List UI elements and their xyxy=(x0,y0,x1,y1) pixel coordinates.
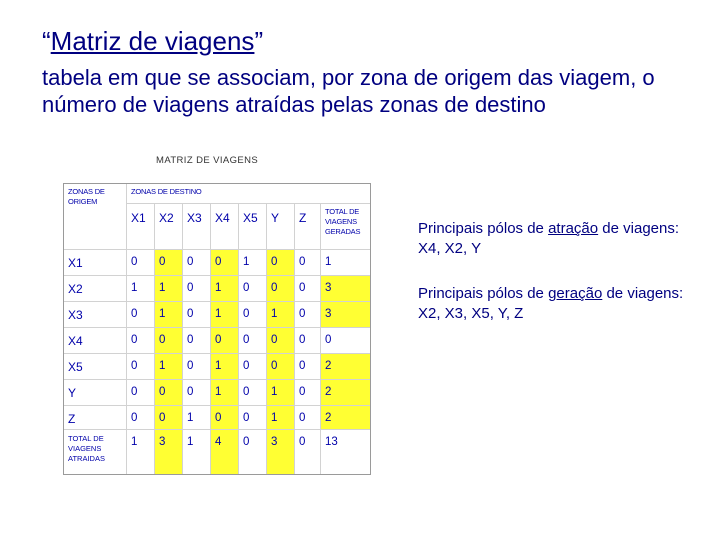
generation-note-prefix: Principais pólos de xyxy=(418,285,549,302)
matrix-cell: 0 xyxy=(239,354,267,380)
matrix-cell: 0 xyxy=(211,406,239,430)
title-text: Matriz de viagens xyxy=(50,26,255,56)
attracted-total-cell: 1 xyxy=(183,430,211,475)
matrix-cell: 0 xyxy=(127,328,155,354)
matrix-cell: 0 xyxy=(239,302,267,328)
matrix-cell: 1 xyxy=(155,276,183,302)
matrix-cell: 1 xyxy=(155,354,183,380)
matrix-cell: 0 xyxy=(211,328,239,354)
row-label-y: Y xyxy=(64,380,127,406)
row-label-x2: X2 xyxy=(64,276,127,302)
title-open-quote: “ xyxy=(42,26,51,56)
matrix-cell: 0 xyxy=(183,276,211,302)
trip-matrix-table xyxy=(63,183,371,475)
destination-zones-header: ZONAS DE DESTINO xyxy=(127,184,371,204)
attraction-note-prefix: Principais pólos de xyxy=(418,220,549,237)
generated-total-cell: 3 xyxy=(321,276,371,302)
matrix-cell: 0 xyxy=(155,406,183,430)
matrix-cell: 0 xyxy=(267,276,295,302)
attracted-total-cell: 4 xyxy=(211,430,239,475)
attracted-total-cell: 3 xyxy=(155,430,183,475)
matrix-cell: 0 xyxy=(295,380,321,406)
row-label-x3: X3 xyxy=(64,302,127,328)
origin-zones-header-line: ORIGEM xyxy=(68,197,98,206)
matrix-cell: 1 xyxy=(127,276,155,302)
total-attracted-header-line: TOTAL DE xyxy=(68,434,104,443)
total-generated-header-line: GERADAS xyxy=(325,227,361,236)
matrix-cell: 0 xyxy=(183,328,211,354)
matrix-caption: MATRIZ DE VIAGENS xyxy=(156,155,259,166)
matrix-cell: 0 xyxy=(183,250,211,276)
generation-note xyxy=(418,284,698,324)
matrix-cell: 0 xyxy=(295,302,321,328)
matrix-cell: 0 xyxy=(239,328,267,354)
matrix-cell: 0 xyxy=(155,250,183,276)
matrix-cell: 0 xyxy=(267,250,295,276)
matrix-cell: 1 xyxy=(211,302,239,328)
slide-subtitle: tabela em que se associam, por zona de origem das viagem, o número de viagens atraídas pelas zonas de destino xyxy=(42,65,655,117)
matrix-cell: 0 xyxy=(267,354,295,380)
matrix-cell: 0 xyxy=(295,406,321,430)
matrix-cell: 0 xyxy=(183,380,211,406)
origin-zones-header xyxy=(64,184,127,250)
attracted-total-cell: 0 xyxy=(239,430,267,475)
matrix-cell: 0 xyxy=(295,354,321,380)
matrix-cell: 0 xyxy=(295,276,321,302)
row-label-x5: X5 xyxy=(64,354,127,380)
attracted-total-cell: 0 xyxy=(295,430,321,475)
total-generated-header-line: TOTAL DE xyxy=(325,207,360,216)
row-label-x1: X1 xyxy=(64,250,127,276)
matrix-cell: 0 xyxy=(127,354,155,380)
matrix-cell: 1 xyxy=(239,250,267,276)
matrix-cell: 1 xyxy=(211,276,239,302)
matrix-cell: 0 xyxy=(183,302,211,328)
attraction-note xyxy=(418,219,698,259)
total-attracted-header-line: VIAGENS xyxy=(68,444,102,453)
matrix-cell: 0 xyxy=(183,354,211,380)
column-header-x1: X1 xyxy=(127,204,155,250)
matrix-cell: 0 xyxy=(295,250,321,276)
column-header-z: Z xyxy=(295,204,321,250)
slide-title xyxy=(42,26,263,57)
matrix-cell: 0 xyxy=(127,406,155,430)
matrix-cell: 0 xyxy=(267,328,295,354)
title-close-quote: ” xyxy=(254,26,264,56)
generated-total-cell: 2 xyxy=(321,354,371,380)
column-header-x5: X5 xyxy=(239,204,267,250)
grand-total-cell: 13 xyxy=(321,430,371,475)
column-header-x3: X3 xyxy=(183,204,211,250)
matrix-cell: 1 xyxy=(211,354,239,380)
matrix-cell: 0 xyxy=(295,328,321,354)
generated-total-cell: 2 xyxy=(321,380,371,406)
matrix-cell: 0 xyxy=(239,380,267,406)
matrix-cell: 1 xyxy=(267,380,295,406)
attracted-total-cell: 1 xyxy=(127,430,155,475)
total-attracted-header-line: ATRAIDAS xyxy=(68,454,105,463)
matrix-cell: 1 xyxy=(155,302,183,328)
matrix-cell: 1 xyxy=(267,302,295,328)
matrix-cell: 1 xyxy=(211,380,239,406)
matrix-cell: 0 xyxy=(127,302,155,328)
matrix-cell: 0 xyxy=(211,250,239,276)
matrix-cell: 1 xyxy=(183,406,211,430)
total-generated-header xyxy=(321,204,371,250)
matrix-cell: 0 xyxy=(127,250,155,276)
matrix-cell: 1 xyxy=(267,406,295,430)
matrix-cell: 0 xyxy=(239,276,267,302)
attraction-note-suffix: de viagens: X4, X2, Y xyxy=(418,220,680,257)
matrix-cell: 0 xyxy=(127,380,155,406)
attraction-note-keyword: atração xyxy=(548,220,599,237)
column-header-y: Y xyxy=(267,204,295,250)
attracted-total-cell: 3 xyxy=(267,430,295,475)
matrix-cell: 0 xyxy=(155,380,183,406)
total-attracted-header xyxy=(64,430,127,475)
row-label-x4: X4 xyxy=(64,328,127,354)
generated-total-cell: 3 xyxy=(321,302,371,328)
matrix-cell: 0 xyxy=(155,328,183,354)
matrix-cell: 0 xyxy=(239,406,267,430)
total-generated-header-line: VIAGENS xyxy=(325,217,357,226)
generated-total-cell: 0 xyxy=(321,328,371,354)
generated-total-cell: 1 xyxy=(321,250,371,276)
generation-note-keyword: geração xyxy=(548,285,603,302)
column-header-x4: X4 xyxy=(211,204,239,250)
generated-total-cell: 2 xyxy=(321,406,371,430)
origin-zones-header-line: ZONAS DE xyxy=(68,187,105,196)
row-label-z: Z xyxy=(64,406,127,430)
generation-note-suffix: de viagens: X2, X3, X5, Y, Z xyxy=(418,285,684,322)
column-header-x2: X2 xyxy=(155,204,183,250)
